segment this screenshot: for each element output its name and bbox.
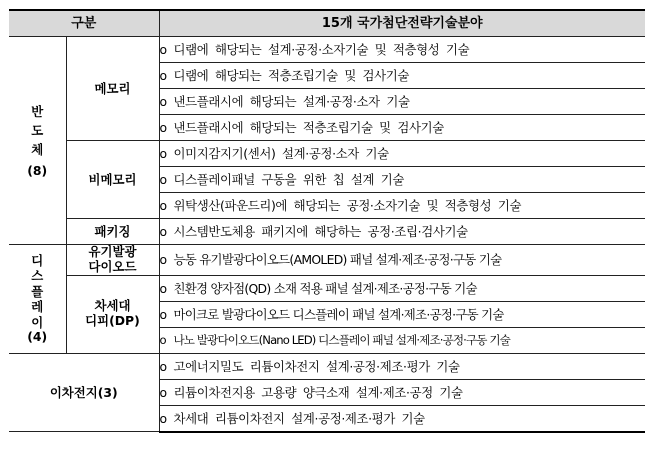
tech-item-text: 디스플레이패널 구동을 위한 칩 설계 기술: [173, 171, 404, 187]
subcategory-nonmemory: 비메모리: [66, 141, 159, 219]
category-char: 이: [31, 314, 44, 330]
bullet-icon: o: [159, 384, 168, 400]
category-count: (8): [27, 162, 48, 178]
bullet-icon: o: [159, 197, 168, 213]
tech-item-text: 리튬이차전지용 고용량 양극소재 설계·제조·공정 기술: [173, 384, 463, 400]
tech-item: [159, 141, 645, 167]
bullet-icon: o: [159, 410, 168, 426]
tech-item-text: 디램에 해당되는 적층조립기술 및 검사기술: [173, 67, 410, 83]
table-row: [9, 275, 645, 301]
tech-item-text: 낸드플래시에 해당되는 설계·공정·소자 기술: [173, 93, 410, 109]
bullet-icon: o: [159, 67, 168, 83]
tech-item: [159, 115, 645, 141]
tech-item-text: 능동 유기발광다이오드(AMOLED) 패널 설계·제조·공정·구동 기술: [173, 252, 502, 268]
subcategory-nextgen-display: [66, 275, 159, 353]
category-char: 스: [31, 268, 44, 284]
category-battery: 이차전지(3): [9, 353, 159, 432]
bullet-icon: o: [159, 280, 168, 296]
header-field: 15개 국가첨단전략기술분야: [159, 10, 645, 37]
tech-item: [159, 37, 645, 63]
table-header-row: [9, 10, 645, 37]
tech-item-text: 나노 발광다이오드(Nano LED) 디스플레이 패널 설계·제조·공정·구동 기술: [173, 333, 510, 348]
table-row: [9, 141, 645, 167]
tech-item-text: 위탁생산(파운드리)에 해당되는 공정·소자기술 및 적층형성 기술: [173, 197, 522, 213]
tech-item: [159, 353, 645, 379]
tech-item: [159, 301, 645, 327]
category-char: 체: [31, 142, 44, 158]
bullet-icon: o: [159, 41, 168, 57]
tech-item: [159, 193, 645, 219]
category-char: 플: [31, 283, 44, 299]
tech-item: [159, 245, 645, 276]
bullet-icon: o: [159, 306, 168, 322]
category-count: (4): [27, 329, 48, 345]
tech-item: [159, 327, 645, 353]
subcategory-memory: 메모리: [66, 37, 159, 141]
category-char: 도: [31, 123, 44, 139]
tech-item: [159, 405, 645, 432]
bullet-icon: o: [159, 93, 168, 109]
bullet-icon: o: [159, 358, 168, 374]
tech-item-text: 친환경 양자점(QD) 소재 적용 패널 설계·제조·공정·구동 기술: [173, 280, 477, 296]
tech-item: [159, 63, 645, 89]
tech-fields-table: [9, 9, 645, 433]
category-char: 레: [31, 299, 44, 315]
category-char: 반: [31, 103, 44, 119]
bullet-icon: o: [159, 145, 168, 161]
bullet-icon: o: [159, 252, 168, 268]
category-display: [9, 245, 66, 354]
subcategory-oled: [66, 245, 159, 276]
subcategory-packaging: 패키징: [66, 219, 159, 245]
table-row: [9, 245, 645, 276]
tech-item-text: 차세대 리튬이차전지 설계·공정·제조·평가 기술: [173, 410, 425, 426]
tech-item: [159, 219, 645, 245]
bullet-icon: o: [159, 223, 168, 239]
table-row: [9, 353, 645, 379]
table-row: [9, 37, 645, 63]
subcategory-label-line: 다이오드: [88, 258, 137, 274]
tech-item-text: 고에너지밀도 리튬이차전지 설계·공정·제조·평가 기술: [173, 358, 460, 374]
table-row: [9, 219, 645, 245]
bullet-icon: o: [159, 333, 167, 348]
tech-item-text: 이미지감지기(센서) 설계·공정·소자 기술: [173, 145, 389, 161]
subcategory-label-line: 차세대: [94, 298, 131, 314]
tech-item: [159, 275, 645, 301]
header-category: 구분: [9, 10, 159, 37]
tech-item: [159, 167, 645, 193]
tech-item: [159, 89, 645, 115]
bullet-icon: o: [159, 171, 168, 187]
tech-item: [159, 379, 645, 405]
tech-item-text: 디램에 해당되는 설계·공정·소자기술 및 적층형성 기술: [173, 41, 470, 57]
category-char: 디: [31, 252, 44, 268]
tech-item-text: 시스템반도체용 패키지에 해당하는 공정·조립·검사기술: [173, 223, 468, 239]
tech-item-text: 마이크로 발광다이오드 디스플레이 패널 설계·제조·공정·구동 기술: [173, 306, 504, 322]
tech-item-text: 낸드플래시에 해당되는 적층조립기술 및 검사기술: [173, 119, 444, 135]
subcategory-label-line: 유기발광: [88, 244, 137, 259]
subcategory-label-line: 디피(DP): [85, 313, 140, 329]
bullet-icon: o: [159, 119, 168, 135]
category-semiconductor: [9, 37, 66, 245]
